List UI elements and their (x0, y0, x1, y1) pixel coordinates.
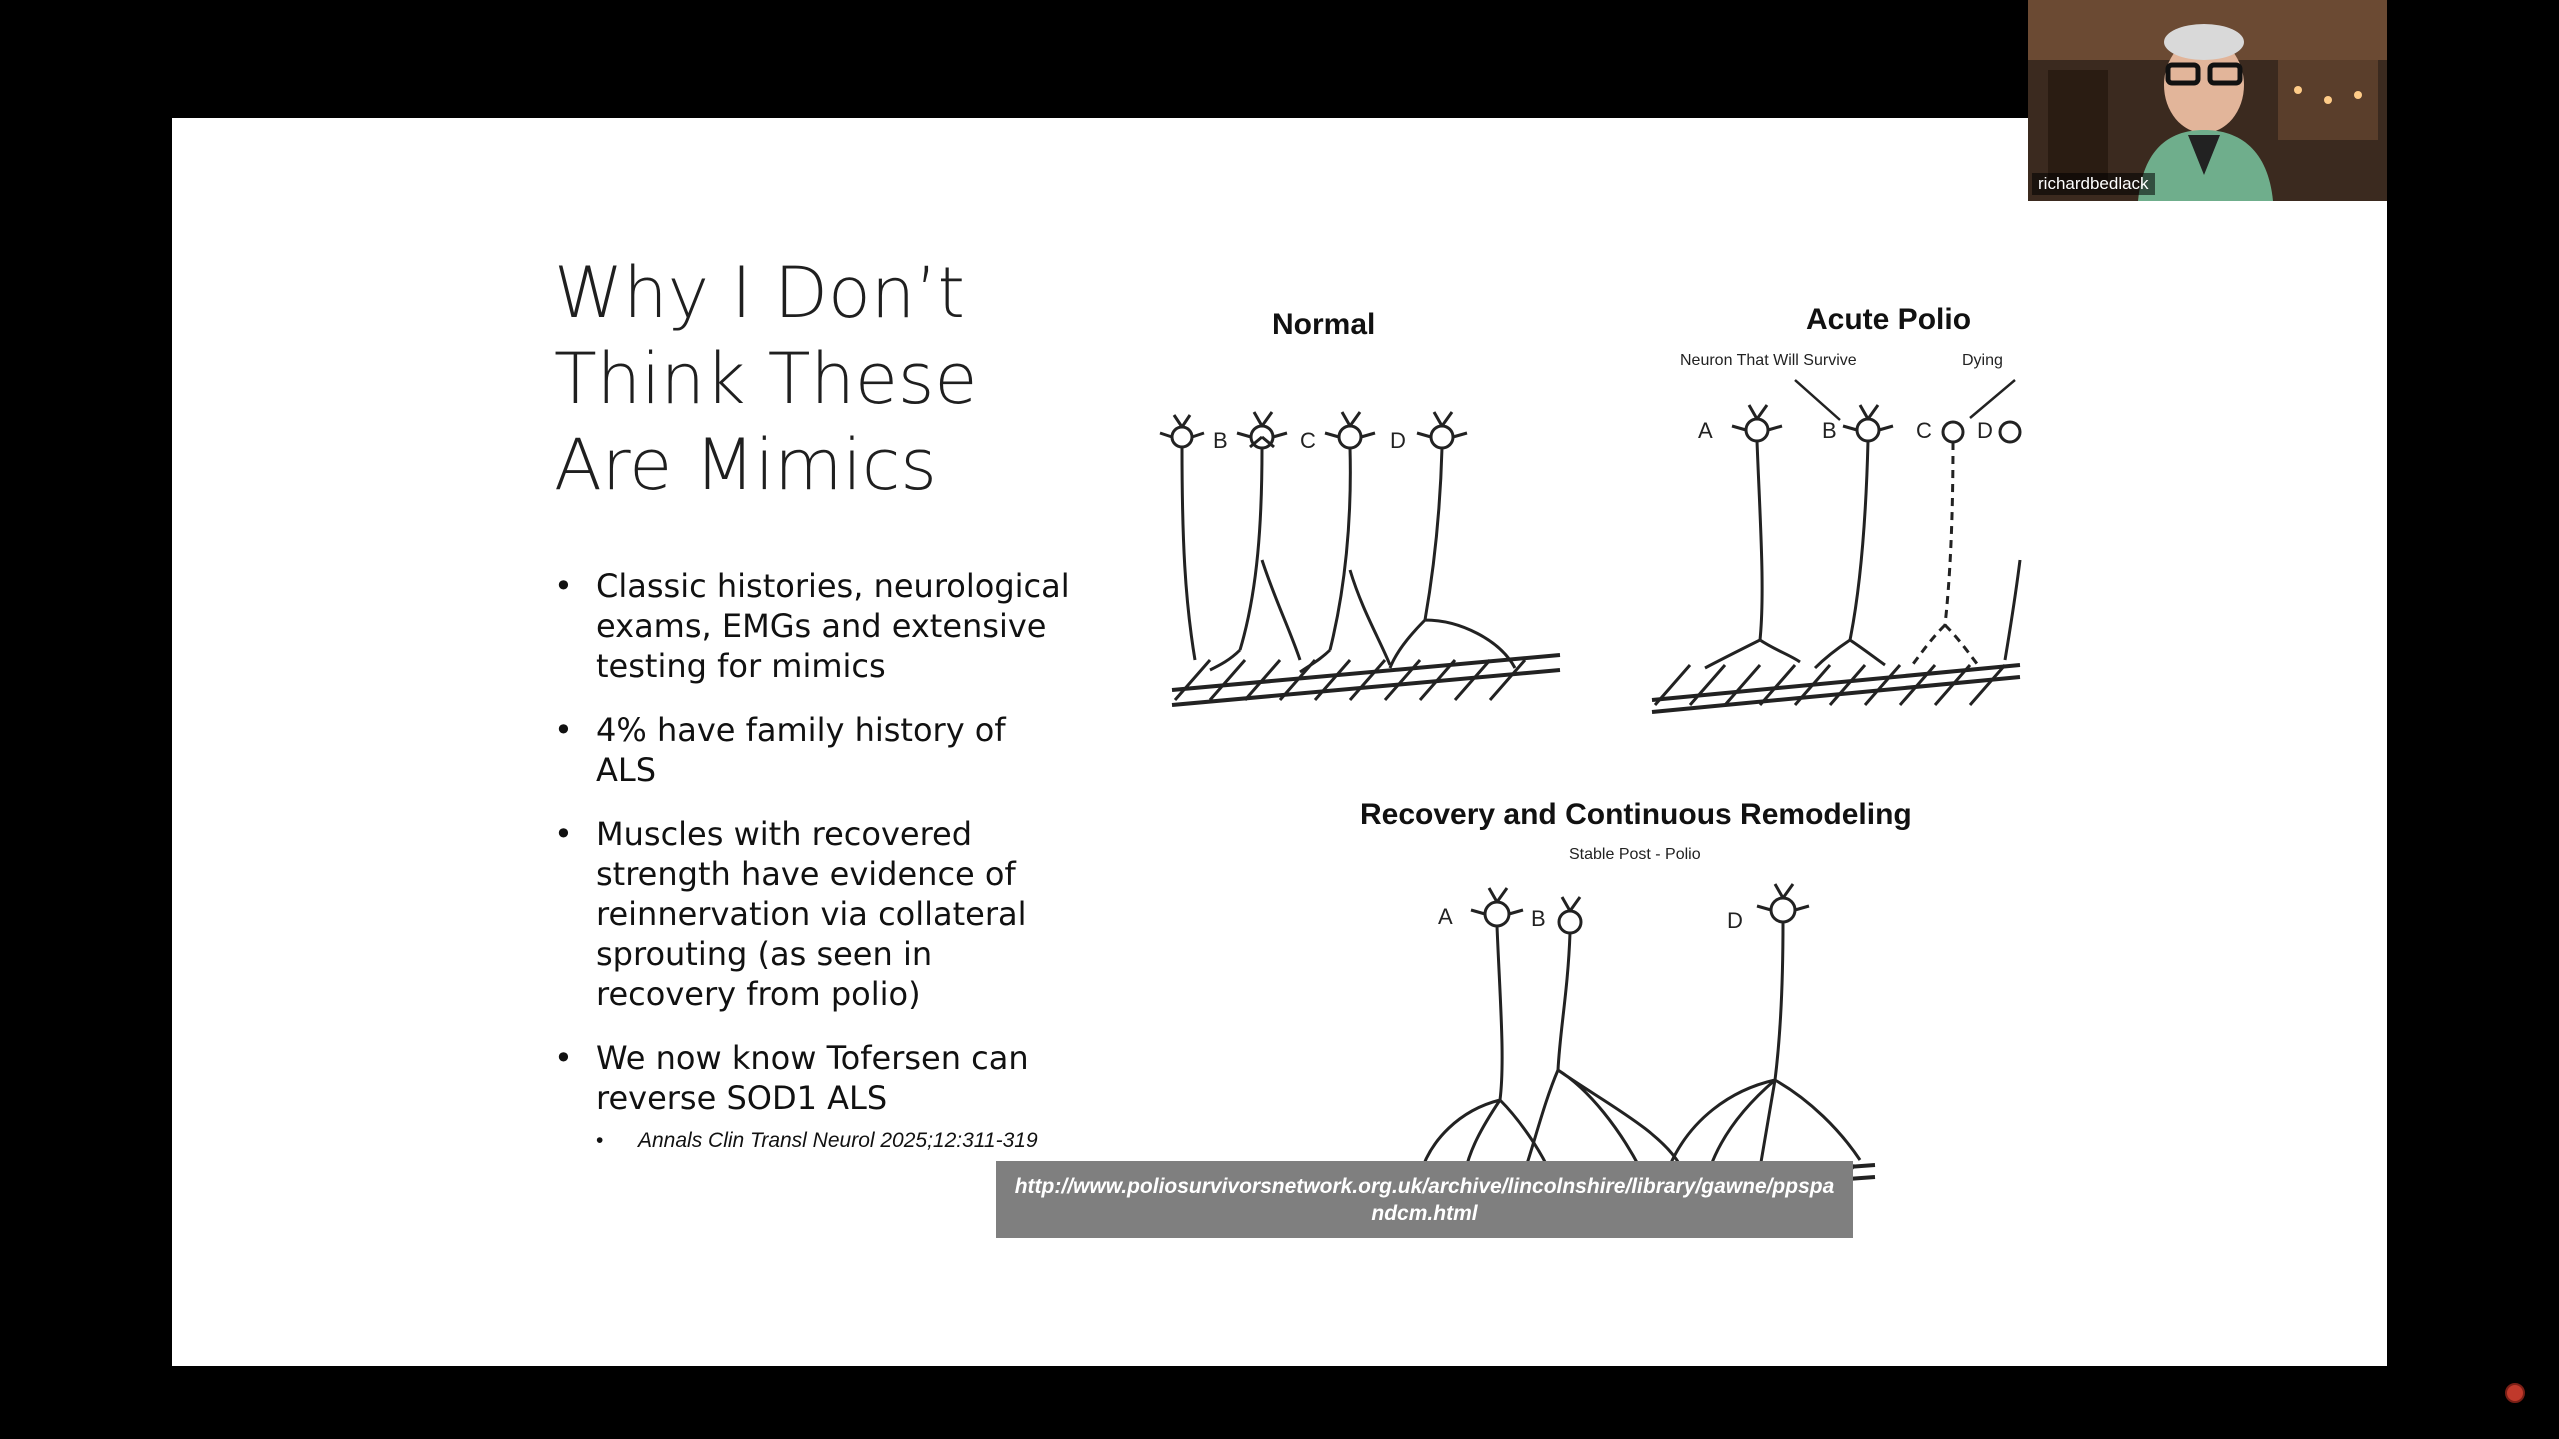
dying-caption: Dying (1962, 352, 2003, 369)
recovery-subcaption: Stable Post - Polio (1569, 846, 1701, 863)
video-scene (2028, 0, 2387, 201)
letter-recovery-b: B (1531, 906, 1546, 931)
letter-normal-d: D (1390, 428, 1406, 453)
survive-caption: Neuron That Will Survive (1680, 352, 1857, 369)
participant-video-tile[interactable] (2028, 0, 2387, 201)
bullet-text: We now know Tofersen can reverse SOD1 ALS (596, 1039, 1029, 1117)
letter-acute-a: A (1698, 418, 1713, 443)
citation: • Annals Clin Transl Neurol 2025;12:311-319 (596, 1128, 1074, 1153)
normal-panel-drawing (1160, 412, 1560, 705)
acute-panel-drawing (1652, 380, 2020, 712)
source-url-caption[interactable]: http://www.poliosurvivorsnetwork.org.uk/archive/lincolnshire/library/gawne/ppspandcm.html (996, 1161, 1853, 1238)
bullet-item: • Muscles with recovered strength have evidence of reinnervation via collateral sprouting (as seen in recovery from polio) (554, 814, 1074, 1014)
letter-acute-c: C (1916, 418, 1932, 443)
letter-normal-b: B (1213, 428, 1228, 453)
participant-name: richardbedlack (2032, 173, 2155, 195)
letter-recovery-a: A (1438, 904, 1453, 929)
record-icon (2505, 1383, 2525, 1403)
recovery-label: Recovery and Continuous Remodeling (1360, 798, 1912, 831)
letter-acute-b: B (1822, 418, 1837, 443)
bullet-item: • 4% have family history of ALS (554, 710, 1074, 790)
bullet-item: • Classic histories, neurological exams, EMGs and extensive testing for mimics (554, 566, 1074, 686)
acute-polio-label: Acute Polio (1806, 303, 1972, 336)
normal-label: Normal (1272, 308, 1376, 341)
letter-recovery-d: D (1727, 908, 1743, 933)
slide-title: Why I Don’t Think These Are Mimics (554, 252, 978, 506)
letter-normal-c: C (1300, 428, 1316, 453)
letter-acute-d: D (1977, 418, 1993, 443)
